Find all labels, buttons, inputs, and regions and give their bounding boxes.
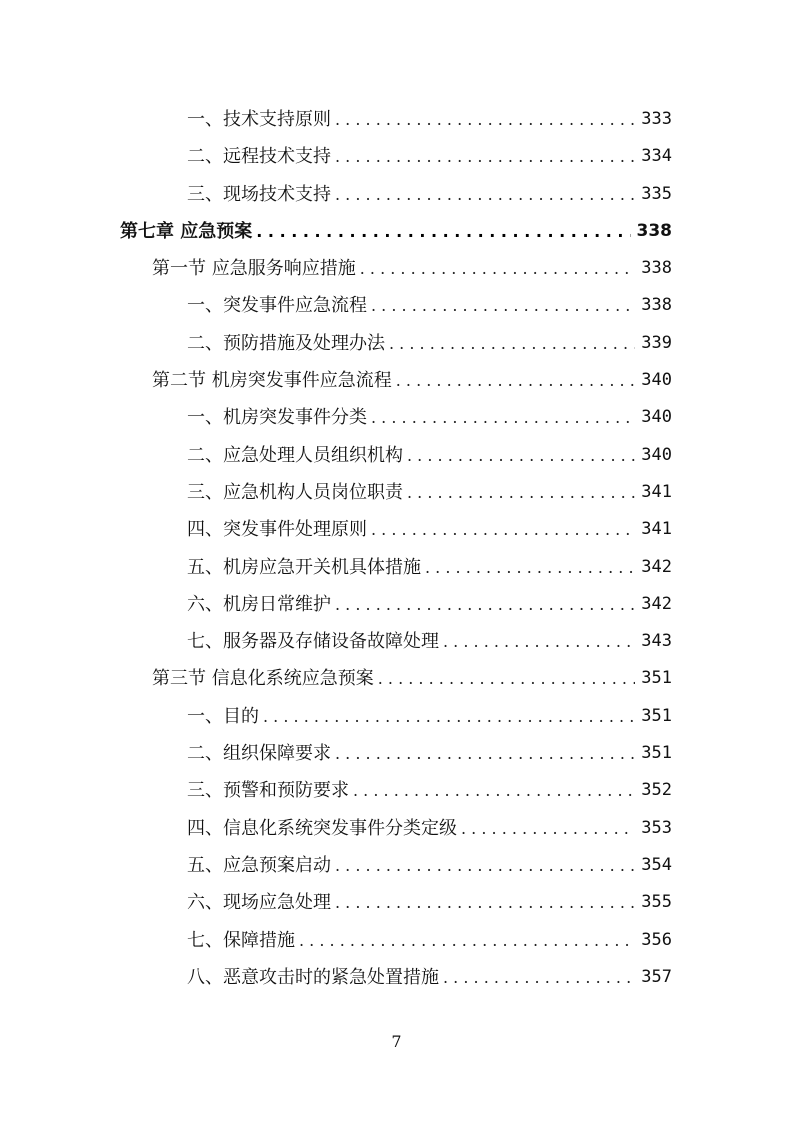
toc-entry-content	[187, 698, 672, 735]
toc-dot-leader	[353, 772, 635, 809]
toc-entry-title: 三、现场技术支持	[187, 183, 331, 205]
toc-entry-page: 338	[641, 258, 672, 279]
toc-entry-title: 四、突发事件处理原则	[187, 519, 367, 541]
toc-entry-title: 一、目的	[187, 705, 259, 727]
toc-entry-title: 七、保障措施	[187, 929, 295, 951]
toc-entry-title: 二、应急处理人员组织机构	[187, 444, 403, 466]
toc-entry-page: 354	[641, 854, 672, 875]
toc-entry-title: 六、现场应急处理	[187, 892, 331, 914]
toc-dot-leader	[371, 287, 635, 324]
toc-dot-leader	[461, 810, 635, 847]
toc-entry-content	[152, 660, 672, 697]
toc-entry-page: 357	[641, 966, 672, 987]
toc-entry-title: 三、预警和预防要求	[187, 780, 349, 802]
toc-entry-title: 七、服务器及存储设备故障处理	[187, 631, 439, 653]
toc-entry[interactable]	[0, 362, 793, 399]
toc-entry[interactable]	[0, 474, 793, 511]
toc-entry[interactable]	[0, 549, 793, 586]
toc-entry-content	[187, 138, 672, 175]
toc-entry-page: 338	[641, 295, 672, 316]
toc-dot-leader	[263, 698, 635, 735]
toc-dot-leader	[443, 623, 635, 660]
toc-entry[interactable]	[0, 399, 793, 436]
toc-dot-leader	[299, 922, 635, 959]
toc-entry-page: 356	[641, 929, 672, 950]
toc-entry-content	[187, 399, 672, 436]
toc-entry[interactable]	[0, 959, 793, 996]
toc-entry-page: 334	[641, 146, 672, 167]
toc-dot-leader	[407, 474, 635, 511]
toc-entry-title: 一、机房突发事件分类	[187, 407, 367, 429]
table-of-contents	[0, 101, 793, 996]
toc-entry[interactable]	[0, 176, 793, 213]
toc-dot-leader	[335, 586, 635, 623]
toc-entry-content	[152, 250, 672, 287]
toc-entry[interactable]	[0, 847, 793, 884]
toc-entry-page: 341	[641, 519, 672, 540]
toc-entry-page: 339	[641, 332, 672, 353]
toc-entry-page: 351	[641, 705, 672, 726]
toc-entry-title: 一、突发事件应急流程	[187, 295, 367, 317]
toc-entry-content	[187, 474, 672, 511]
toc-entry-title: 五、机房应急开关机具体措施	[187, 556, 421, 578]
toc-entry[interactable]	[0, 660, 793, 697]
toc-entry-content	[152, 362, 672, 399]
toc-entry-title: 三、应急机构人员岗位职责	[187, 481, 403, 503]
toc-entry[interactable]	[0, 250, 793, 287]
toc-entry[interactable]	[0, 586, 793, 623]
toc-entry-page: 333	[641, 109, 672, 129]
toc-entry-content	[187, 735, 672, 772]
toc-entry-title: 二、远程技术支持	[187, 146, 331, 168]
toc-dot-leader	[425, 549, 635, 586]
toc-entry-content	[187, 549, 672, 586]
toc-entry-title: 五、应急预案启动	[187, 854, 331, 876]
toc-entry-content	[187, 810, 672, 847]
toc-entry-page: 342	[641, 593, 672, 614]
toc-dot-leader	[335, 176, 635, 213]
toc-entry-page: 351	[641, 668, 672, 689]
toc-entry-page: 352	[641, 780, 672, 801]
toc-entry[interactable]	[0, 325, 793, 362]
toc-dot-leader	[378, 660, 636, 697]
toc-entry-title: 八、恶意攻击时的紧急处置措施	[187, 966, 439, 988]
toc-entry-content	[187, 772, 672, 809]
toc-entry-content	[187, 922, 672, 959]
toc-entry-title: 第三节 信息化系统应急预案	[152, 668, 374, 690]
toc-entry-title: 第二节 机房突发事件应急流程	[152, 370, 392, 392]
toc-entry-page: 341	[641, 481, 672, 502]
toc-entry[interactable]	[0, 735, 793, 772]
toc-entry-page: 343	[641, 631, 672, 652]
toc-entry-page: 353	[641, 817, 672, 838]
toc-entry-title: 第一节 应急服务响应措施	[152, 258, 356, 280]
toc-entry-content	[187, 586, 672, 623]
toc-entry-content	[187, 847, 672, 884]
toc-entry[interactable]	[0, 138, 793, 175]
toc-entry-page: 338	[636, 220, 672, 241]
toc-entry-content	[187, 959, 672, 996]
toc-entry-content	[187, 884, 672, 921]
toc-entry-title: 第七章 应急预案	[120, 220, 253, 242]
toc-entry-content	[187, 325, 672, 362]
toc-entry-content	[187, 101, 672, 138]
toc-entry[interactable]	[0, 511, 793, 548]
toc-entry-content	[187, 623, 672, 660]
toc-entry[interactable]	[0, 884, 793, 921]
toc-dot-leader	[371, 399, 635, 436]
toc-entry[interactable]	[0, 437, 793, 474]
toc-dot-leader	[396, 362, 636, 399]
toc-dot-leader	[407, 437, 635, 474]
toc-entry-content	[187, 176, 672, 213]
toc-entry-content	[120, 213, 672, 250]
toc-entry-title: 四、信息化系统突发事件分类定级	[187, 817, 457, 839]
toc-entry-title: 二、预防措施及处理办法	[187, 332, 385, 354]
toc-entry-page: 340	[641, 444, 672, 465]
toc-entry[interactable]	[0, 623, 793, 660]
toc-entry[interactable]	[0, 287, 793, 324]
toc-dot-leader	[256, 213, 630, 250]
toc-entry-content	[187, 511, 672, 548]
toc-entry-page: 335	[641, 183, 672, 204]
toc-entry-page: 340	[641, 370, 672, 391]
toc-entry-title: 一、技术支持原则	[187, 109, 331, 130]
toc-dot-leader	[443, 959, 635, 996]
toc-dot-leader	[360, 250, 636, 287]
toc-entry-title: 二、组织保障要求	[187, 743, 331, 765]
toc-dot-leader	[371, 511, 635, 548]
toc-dot-leader	[335, 847, 635, 884]
toc-entry[interactable]	[0, 213, 793, 250]
toc-entry-content	[187, 287, 672, 324]
toc-entry-title: 六、机房日常维护	[187, 593, 331, 615]
toc-dot-leader	[335, 884, 635, 921]
toc-dot-leader	[389, 325, 635, 362]
toc-dot-leader	[335, 101, 635, 138]
toc-dot-leader	[335, 735, 635, 772]
toc-entry[interactable]	[0, 810, 793, 847]
toc-dot-leader	[335, 138, 635, 175]
toc-entry-content	[187, 437, 672, 474]
toc-entry-page: 340	[641, 407, 672, 428]
toc-entry[interactable]	[0, 772, 793, 809]
toc-entry[interactable]	[0, 922, 793, 959]
toc-entry[interactable]	[0, 698, 793, 735]
toc-entry-page: 351	[641, 743, 672, 764]
toc-entry-page: 355	[641, 892, 672, 913]
toc-entry[interactable]	[0, 101, 793, 138]
toc-entry-page: 342	[641, 556, 672, 577]
page-number: 7	[391, 1032, 402, 1051]
